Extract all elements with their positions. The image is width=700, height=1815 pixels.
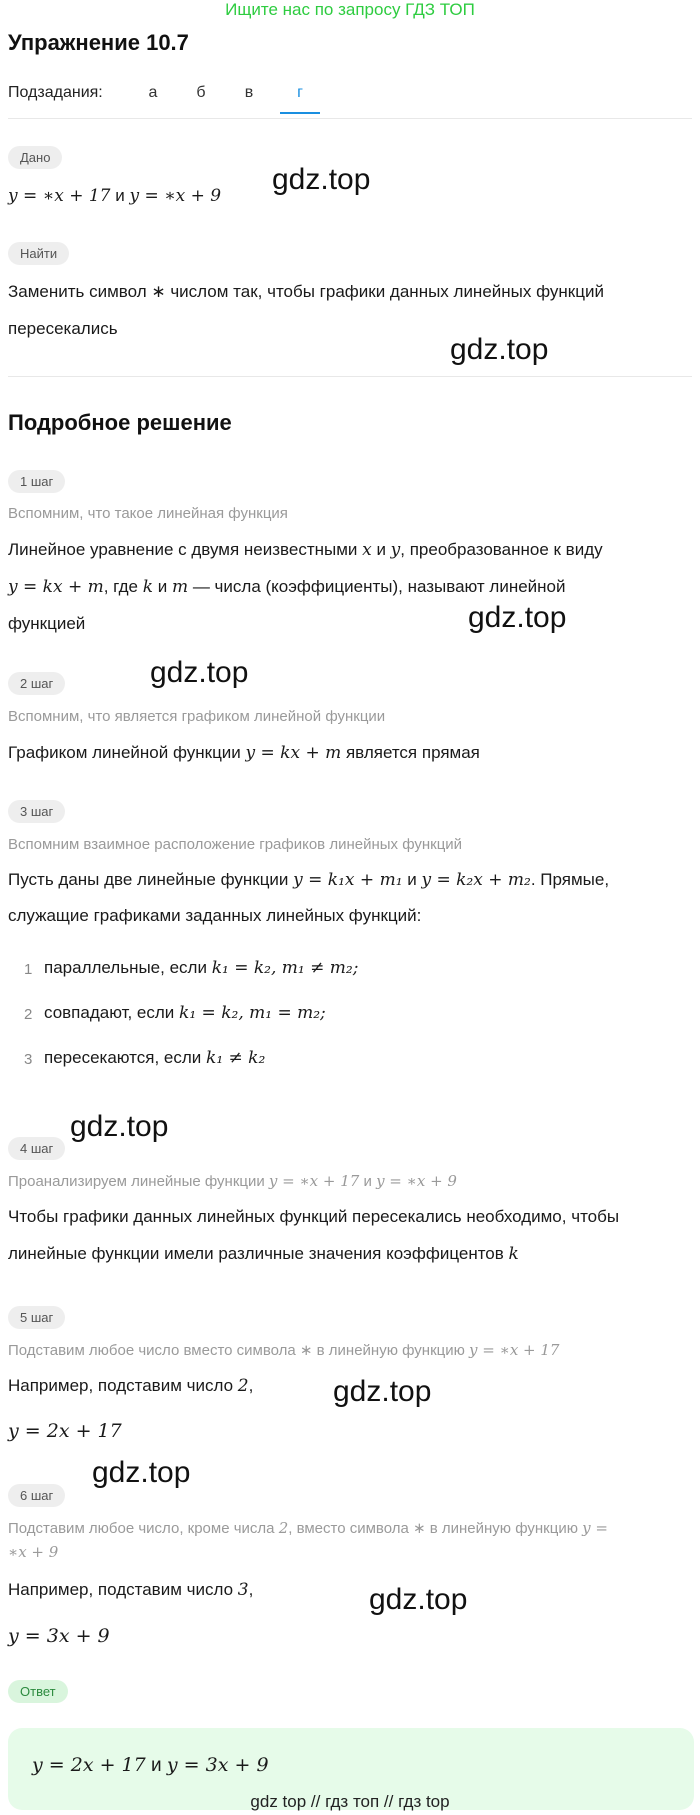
linear-formula: y = kx + m [245, 743, 342, 763]
step-2-hint: Вспомним, что является графиком линейной функции [8, 708, 386, 725]
step-6-hint-cont: ∗x + 9 [8, 1543, 59, 1561]
number: 3 [237, 1580, 249, 1600]
solution-title: Подробное решение [8, 410, 232, 435]
find-badge: Найти [8, 242, 69, 265]
text: Линейное уравнение с двумя неизвестными [8, 540, 363, 559]
number: 2 [278, 1519, 289, 1537]
step-5-hint [8, 1341, 559, 1359]
answer-text [32, 1754, 269, 1777]
page-title: Упражнение 10.7 [8, 30, 189, 55]
text: и [153, 577, 172, 596]
watermark: gdz.top [272, 163, 371, 196]
text: , [248, 1376, 254, 1395]
tab-v[interactable]: в [244, 84, 254, 101]
watermark: gdz.top [92, 1456, 191, 1489]
step-1-line-1 [8, 532, 603, 568]
answer-badge: Ответ [8, 1680, 68, 1703]
math-y: y [390, 540, 401, 560]
list-item [44, 1048, 265, 1068]
text: . Прямые, [530, 870, 610, 889]
text: Например, подставим число [8, 1580, 238, 1599]
watermark: gdz.top [150, 656, 249, 689]
list-item-number: 3 [24, 1051, 33, 1068]
step-3-badge: 3 шаг [8, 800, 65, 823]
text: и [359, 1173, 377, 1190]
step-3-line-1 [8, 862, 609, 898]
text: Подставим любое число вместо символа ∗ в линейную функцию [8, 1342, 470, 1359]
tab-a[interactable]: а [148, 84, 158, 101]
step-5-line-1 [8, 1368, 253, 1404]
text: — числа (коэффициенты), называют линейной [188, 577, 566, 596]
promo-banner[interactable]: Ищите нас по запросу ГДЗ ТОП [225, 0, 475, 19]
text: Например, подставим число [8, 1376, 238, 1395]
step-1-line-3: функцией [8, 614, 86, 633]
step-4-line-1: Чтобы графики данных линейных функций пересекались необходимо, чтобы [8, 1207, 620, 1226]
step-6-badge: 6 шаг [8, 1484, 65, 1507]
math-k: k [142, 577, 154, 597]
divider [8, 118, 692, 119]
watermark: gdz.top [70, 1110, 169, 1143]
text: , [248, 1580, 254, 1599]
text: Проанализируем линейные функции [8, 1173, 269, 1190]
text: , преобразованное к виду [400, 540, 603, 559]
formula-2: y = ∗x + 9 [376, 1172, 457, 1190]
step-4-hint [8, 1172, 457, 1190]
condition-formula: k₁ = k₂, m₁ ≠ m₂; [211, 958, 359, 978]
formula-2: y = k₂x + m₂ [421, 870, 531, 890]
text: Графиком линейной функции [8, 743, 246, 762]
text: Пусть даны две линейные функции [8, 870, 294, 889]
given-expr-1: y = ∗x + 17 [8, 186, 111, 206]
given-conj: и [115, 186, 125, 205]
find-line-1: Заменить символ ∗ числом так, чтобы графики данных линейных функций [8, 282, 604, 301]
step-4-badge: 4 шаг [8, 1137, 65, 1160]
answer-conj: и [151, 1755, 162, 1776]
text: параллельные, если [44, 958, 212, 977]
condition-formula: k₁ ≠ k₂ [206, 1048, 266, 1068]
step-1-badge: 1 шаг [8, 470, 65, 493]
step-5-result: y = 2x + 17 [8, 1420, 122, 1442]
formula: y = ∗x + 17 [469, 1341, 560, 1359]
text: Подставим любое число, кроме числа [8, 1520, 279, 1537]
list-item [44, 1003, 326, 1023]
divider [8, 376, 692, 377]
watermark: gdz.top [369, 1583, 468, 1616]
formula-1: y = k₁x + m₁ [293, 870, 403, 890]
list-item-number: 1 [24, 961, 33, 978]
math-x: x [362, 540, 372, 560]
math-k: k [508, 1244, 519, 1264]
formula-start: y = [582, 1519, 608, 1537]
text: и [371, 540, 391, 559]
list-item [44, 958, 358, 978]
step-2-line-1 [8, 735, 480, 771]
step-3-hint: Вспомним взаимное расположение графиков линейных функций [8, 836, 463, 853]
step-4-line-2 [8, 1236, 519, 1272]
answer-formula-1: y = 2x + 17 [32, 1754, 146, 1776]
given-badge: Дано [8, 146, 62, 169]
tab-b[interactable]: б [196, 84, 206, 101]
text: линейные функции имели различные значения коэффицентов [8, 1244, 509, 1263]
step-2-badge: 2 шаг [8, 672, 65, 695]
text: совпадают, если [44, 1003, 180, 1022]
step-1-hint: Вспомним, что такое линейная функция [8, 505, 288, 522]
watermark: gdz.top [333, 1375, 432, 1408]
step-6-hint [8, 1519, 658, 1537]
find-line-2: пересекались [8, 319, 118, 338]
answer-formula-2: y = 3x + 9 [166, 1754, 269, 1776]
footer-links[interactable]: gdz top // гдз топ // гдз top [250, 1792, 450, 1811]
step-5-badge: 5 шаг [8, 1306, 65, 1329]
given-expression [8, 178, 221, 214]
step-1-line-2 [8, 569, 566, 605]
text: пересекаются, если [44, 1048, 207, 1067]
formula-1: y = ∗x + 17 [268, 1172, 360, 1190]
condition-formula: k₁ = k₂, m₁ = m₂; [179, 1003, 326, 1023]
math-m: m [171, 577, 189, 597]
watermark: gdz.top [468, 601, 567, 634]
watermark: gdz.top [450, 333, 549, 366]
step-3-line-2: служащие графиками заданных линейных функций: [8, 906, 422, 925]
list-item-number: 2 [24, 1006, 33, 1023]
text: является прямая [341, 743, 480, 762]
text: и [402, 870, 422, 889]
text: , вместо символа ∗ в линейную функцию [288, 1520, 583, 1537]
subtasks-label: Подзадания: [8, 84, 103, 101]
text: , где [103, 577, 143, 596]
given-expr-2: y = ∗x + 9 [129, 186, 222, 206]
linear-formula: y = kx + m [8, 577, 104, 597]
step-6-result: y = 3x + 9 [8, 1625, 110, 1647]
tab-g[interactable]: г [297, 84, 303, 101]
active-tab-indicator [280, 112, 320, 114]
step-6-line-1 [8, 1572, 253, 1608]
number: 2 [237, 1376, 249, 1396]
